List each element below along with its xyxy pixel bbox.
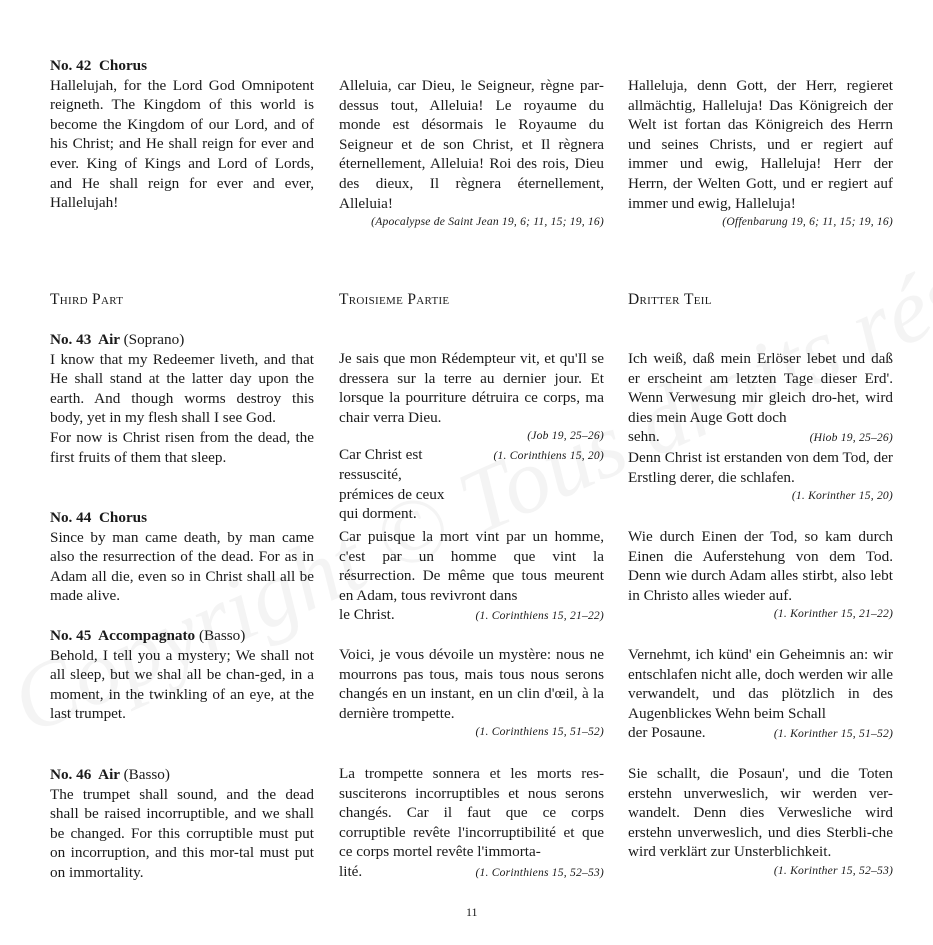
air-46-french-reference: (1. Corinthiens 15, 52–53) xyxy=(475,865,604,879)
heading-title: Air xyxy=(98,331,120,348)
heading-title: Chorus xyxy=(98,509,148,526)
chorus-44-german-text: Wie durch Einen der Tod, so kam durch Einen die Auferstehung von dem Tod. Denn wie durch Adam alles stirbt, also lebt in Christo alles wieder auf. xyxy=(628,528,893,604)
chorus-44-french-line xyxy=(339,605,604,626)
part-rest: hird xyxy=(59,291,93,308)
accompagnato-45-english xyxy=(50,626,314,724)
part-heading-german xyxy=(628,290,893,310)
part-cap: T xyxy=(683,291,694,308)
chorus-42-french-reference: (Apocalypse de Saint Jean 19, 6; 11, 15; 19, 16) xyxy=(371,215,604,229)
air-43-english xyxy=(50,330,314,467)
air-46-french-text: La trompette sonnera et les morts res-susciterons incorruptibles et nous serons changés. Car il faut que ce corps corruptible revête l'incorruptibilité et que ce corps mortel revête l'immorta- xyxy=(339,765,604,861)
part-rest: art xyxy=(100,291,124,308)
air-43-french-reference-2: (1. Corinthiens 15, 20) xyxy=(493,449,604,463)
heading-number: No. 43 xyxy=(50,331,92,348)
part-rest: ritter xyxy=(639,291,684,308)
air-46-french-line xyxy=(339,862,604,883)
chorus-42-german-reference: (Offenbarung 19, 6; 11, 15; 19, 16) xyxy=(722,215,893,229)
part-cap: T xyxy=(339,291,349,308)
chorus-42-english xyxy=(50,56,314,213)
accompagnato-45-french-reference: (1. Corinthiens 15, 51–52) xyxy=(475,725,604,739)
chorus-44-french xyxy=(339,527,604,626)
chorus-42-german xyxy=(628,76,893,231)
accompagnato-45-french-text: Voici, je vous dévoile un mystère: nous ne mourrons pas tous, mais tous nous serons changés en un instant, en un clin d'œil, à la dernière trompette. xyxy=(339,646,604,722)
air-43-german-reference-1: (Hiob 19, 25–26) xyxy=(809,431,893,445)
air-43-english-text-2: For now is Christ risen from the dead, the first fruits of them that sleep. xyxy=(50,428,314,466)
chorus-44-german xyxy=(628,527,893,623)
air-43-french-reference-1: (Job 19, 25–26) xyxy=(527,429,604,443)
accompagnato-45-heading xyxy=(50,626,314,646)
air-43-french-text-1: Je sais que mon Rédempteur vit, et qu'Il se dressera sur la terre au dernier jour. Et lorsque la pourriture détruira ce corps, ma chair verra Dieu. xyxy=(339,350,604,426)
heading-voice: (Basso) xyxy=(198,627,246,644)
heading-title: Air xyxy=(98,766,120,783)
chorus-44-german-reference: (1. Korinther 15, 21–22) xyxy=(773,607,893,621)
chorus-44-heading xyxy=(50,508,314,528)
air-43-german-text-1-last: sehn. xyxy=(628,428,660,446)
part-rest: artie xyxy=(416,291,450,308)
chorus-44-english xyxy=(50,508,314,606)
part-cap: D xyxy=(628,291,640,308)
air-46-heading xyxy=(50,765,314,785)
chorus-42-heading xyxy=(50,56,314,76)
air-46-french-text-last: lité. xyxy=(339,862,363,880)
heading-number: No. 44 xyxy=(50,509,92,526)
air-43-french xyxy=(339,349,604,524)
part-rest: eil xyxy=(693,291,712,308)
heading-voice: (Soprano) xyxy=(123,331,185,348)
chorus-42-french xyxy=(339,76,604,231)
chorus-44-english-text: Since by man came death, by man came also the resurrection of the dead. For as in Adam all die, even so in Christ shall all be made alive. xyxy=(50,528,314,605)
heading-title: Chorus xyxy=(98,57,148,74)
air-46-german-text: Sie schallt, die Posaun', und die Toten erstehn unverweslich, wir werden ver-wandelt. Denn dies Verwesliche wird erstehn unverweslich, und dies Sterbli-che wird verklärt zur Unsterblichkeit. xyxy=(628,765,893,861)
air-46-english-text: The trumpet shall sound, and the dead shall be raised incorruptible, and we shall be changed. For this corruptible must put on incorruption, and this mor-tal must put on immortality. xyxy=(50,785,314,881)
air-46-french xyxy=(339,764,604,883)
chorus-42-german-text: Halleluja, denn Gott, der Herr, regieret allmächtig, Halleluja! Das Königreich der Welt ist fortan das Königreich des Herrn und seines Christs, und er regiert auf immer und ewig, Halleluja! Herr der Herrn, der Welten Gott, und er regiert auf immer und ewig, Halleluja! xyxy=(628,77,893,212)
part-cap: T xyxy=(50,291,60,308)
air-43-english-text-1: I know that my Redeemer liveth, and that He shall stand at the latter day upon the earth. And though worms destroy this body, yet in my flesh shall I see God. xyxy=(50,350,314,427)
accompagnato-45-german-text-last: der Posaune. xyxy=(628,724,706,742)
heading-number: No. 42 xyxy=(50,57,92,74)
part-cap: P xyxy=(407,291,417,308)
air-43-french-text-2: Car Christ est ressuscité, prémices de ceux qui dorment. xyxy=(339,446,445,523)
air-43-heading xyxy=(50,330,314,350)
heading-voice: (Basso) xyxy=(123,766,170,783)
part-cap: P xyxy=(92,291,101,308)
air-43-german-reference-2: (1. Korinther 15, 20) xyxy=(791,489,893,503)
air-43-german-line xyxy=(628,427,893,448)
heading-title: Accompagnato xyxy=(98,627,196,644)
accompagnato-45-german-text: Vernehmt, ich künd' ein Geheimnis an: wir entschlafen nicht alle, doch werden wir alle verwandelt, und das plötzlich in des Augenblickes Wehn beim Schall xyxy=(628,646,893,722)
air-46-german-reference: (1. Korinther 15, 52–53) xyxy=(773,863,893,877)
page-number: 11 xyxy=(466,905,478,919)
air-43-german-text-2: Denn Christ ist erstanden von dem Tod, der Erstling derer, die schlafen. xyxy=(628,448,893,486)
heading-number: No. 46 xyxy=(50,766,92,783)
chorus-42-english-text: Hallelujah, for the Lord God Omnipotent reigneth. The Kingdom of this world is become the Kingdom of our Lord, and of his Christ; and He shall reign for ever and ever. King of Kings and Lord of Lords, and He shall reign for ever and ever, Hallelujah! xyxy=(50,76,314,212)
accompagnato-45-german xyxy=(628,645,893,744)
chorus-44-french-text-last: le Christ. xyxy=(339,606,395,624)
air-43-french-line xyxy=(339,445,604,523)
air-46-german xyxy=(628,764,893,880)
air-43-german-text-1: Ich weiß, daß mein Erlöser lebet und daß er erscheint am letzten Tage dieser Erd'. Wenn Verwesung mir gleich dro-het, wird dies mein Auge Gott doch xyxy=(628,350,893,426)
part-rest: roisieme xyxy=(348,291,408,308)
chorus-44-french-text: Car puisque la mort vint par un homme, c'est par un homme que vint la résurrection. De même que tous meurent en Adam, tous revivront dans xyxy=(339,528,604,604)
chorus-44-french-reference: (1. Corinthiens 15, 21–22) xyxy=(475,609,604,623)
chorus-42-french-text: Alleluia, car Dieu, le Seigneur, règne par-dessus tout, Alleluia! Le royaume du monde est désormais le Royaume du Seigneur et de son Christ, et Il règnera éternellement, Alleluia! Roi des rois, Dieu des dieux, Il règnera éternellement, Alleluia! xyxy=(339,77,604,212)
air-43-german xyxy=(628,349,893,505)
accompagnato-45-german-line xyxy=(628,723,893,744)
part-heading-english xyxy=(50,290,314,310)
air-46-english xyxy=(50,765,314,883)
part-heading-french xyxy=(339,290,604,310)
accompagnato-45-english-text: Behold, I tell you a mystery; We shall not all sleep, but we shal all be chan-ged, in a moment, in the twinkling of an eye, at the last trumpet. xyxy=(50,646,314,723)
accompagnato-45-german-reference: (1. Korinther 15, 51–52) xyxy=(773,727,893,741)
accompagnato-45-french xyxy=(339,645,604,741)
heading-number: No. 45 xyxy=(50,627,92,644)
